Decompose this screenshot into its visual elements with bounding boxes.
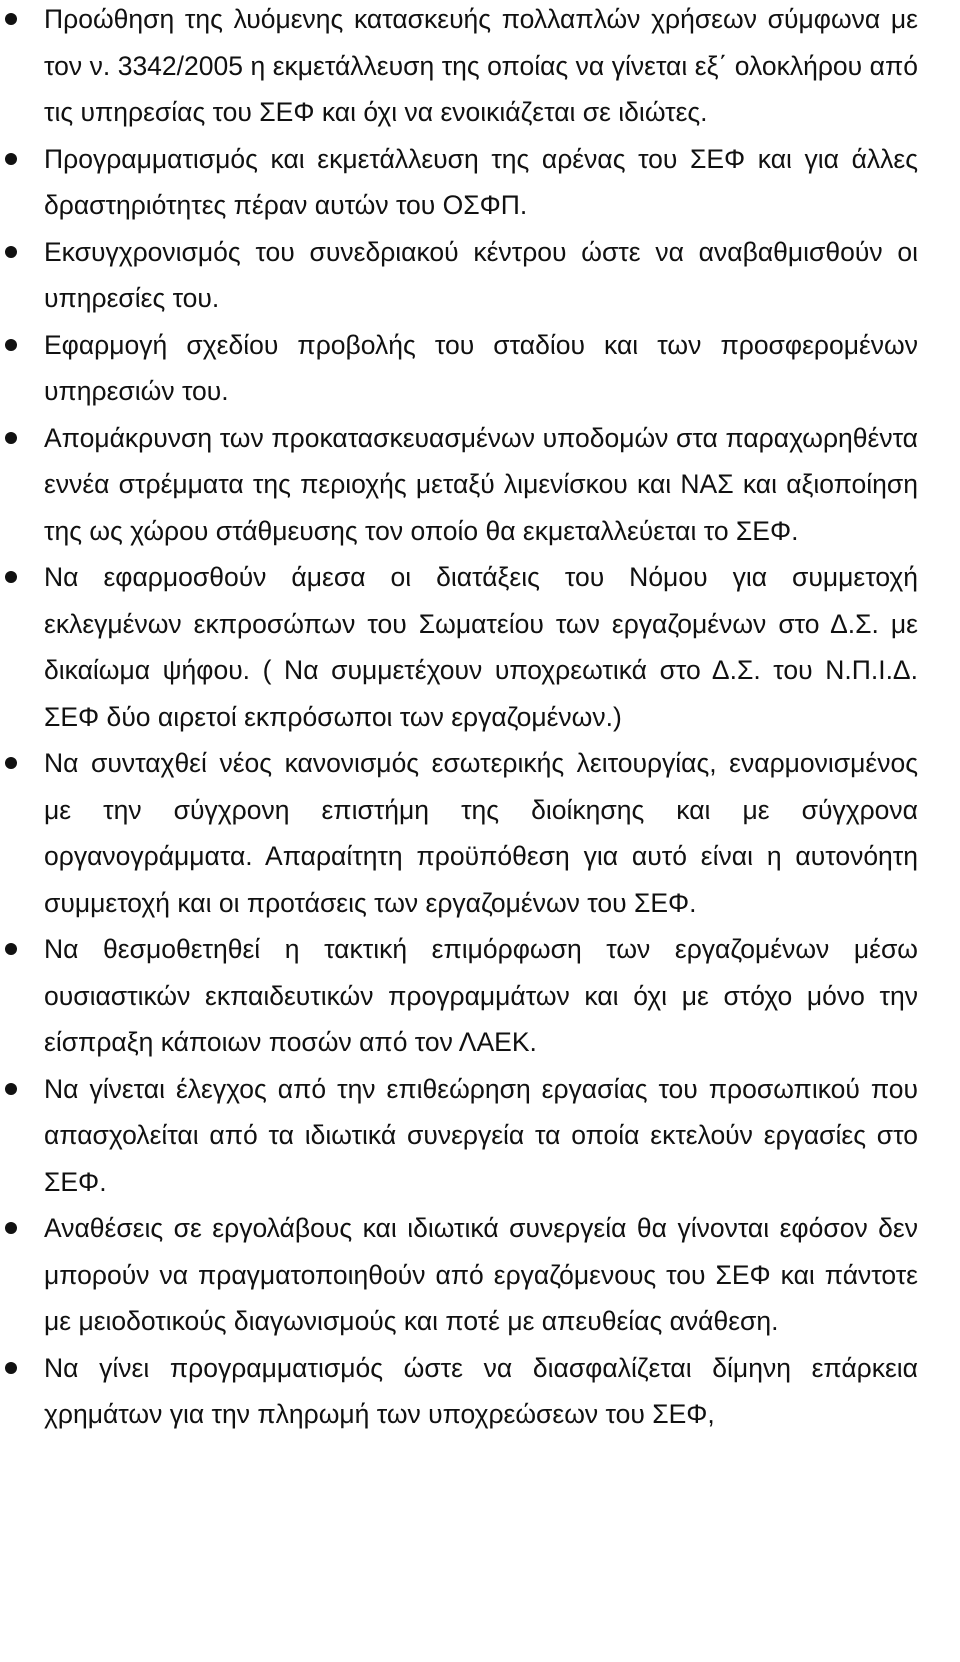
list-item-text: Εκσυγχρονισμός του συνεδριακού κέντρου ώστε να αναβαθμισθούν οι υπηρεσίες του. xyxy=(44,236,918,313)
list-item-text: Απομάκρυνση των προκατασκευασμένων υποδομών στα παραχωρηθέντα εννέα στρέμματα της περιοχής μεταξύ λιμενίσκου και ΝΑΣ και αξιοποίηση της ως χώρου στάθμευσης τον οποίο θα εκμεταλλεύεται το ΣΕΦ. xyxy=(44,422,918,546)
bullet-icon xyxy=(5,13,17,25)
list-item xyxy=(0,740,918,926)
list-item xyxy=(0,1066,918,1206)
list-item-text: Να γίνεται έλεγχος από την επιθεώρηση εργασίας του προσωπικού που απασχολείται από τα ιδιωτικά συνεργεία τα οποία εκτελούν εργασίες στο ΣΕΦ. xyxy=(44,1073,918,1197)
list-item xyxy=(0,136,918,229)
bullet-icon xyxy=(5,339,17,351)
list-item-text: Να γίνει προγραμματισμός ώστε να διασφαλίζεται δίμηνη επάρκεια χρημάτων για την πληρωμή των υποχρεώσεων του ΣΕΦ, xyxy=(44,1352,918,1429)
list-item xyxy=(0,1205,918,1345)
list-item xyxy=(0,554,918,740)
list-item-text: Προώθηση της λυόμενης κατασκευής πολλαπλών χρήσεων σύμφωνα με τον ν. 3342/2005 η εκμετάλλευση της οποίας να γίνεται εξ΄ ολοκλήρου από τις υπηρεσίας του ΣΕΦ και όχι να ενοικιάζεται σε ιδιώτες. xyxy=(44,4,918,127)
list-item xyxy=(0,0,918,136)
bullet-icon xyxy=(5,153,17,165)
bullet-icon xyxy=(5,1222,17,1234)
bullet-icon xyxy=(5,432,17,444)
list-item xyxy=(0,926,918,1066)
bullet-icon xyxy=(5,1362,17,1374)
list-item xyxy=(0,415,918,555)
bullet-icon xyxy=(5,571,17,583)
list-item-text: Εφαρμογή σχεδίου προβολής του σταδίου και των προσφερομένων υπηρεσιών του. xyxy=(44,329,918,406)
bullet-icon xyxy=(5,757,17,769)
list-item-text: Να θεσμοθετηθεί η τακτική επιμόρφωση των εργαζομένων μέσω ουσιαστικών εκπαιδευτικών προγραμμάτων και όχι με στόχο μόνο την είσπραξη κάποιων ποσών από τον ΛΑΕΚ. xyxy=(44,934,918,1057)
list-item xyxy=(0,229,918,322)
bullet-icon xyxy=(5,246,17,258)
list-item-text: Να εφαρμοσθούν άμεσα οι διατάξεις του Νόμου για συμμετοχή εκλεγμένων εκπροσώπων του Σωματείου των εργαζομένων στο Δ.Σ. με δικαίωμα ψήφου. ( Να συμμετέχουν υποχρεωτικά στο Δ.Σ. του Ν.Π.Ι.Δ. ΣΕΦ δύο αιρετοί εκπρόσωποι των εργαζομένων.) xyxy=(44,562,918,732)
list-item xyxy=(0,322,918,415)
list-item-text: Να συνταχθεί νέος κανονισμός εσωτερικής λειτουργίας, εναρμονισμένος με την σύγχρονη επιστήμη της διοίκησης και με σύγχρονα οργανογράμματα. Απαραίτητη προϋπόθεση για αυτό είναι η αυτονόητη συμμετοχή και οι προτάσεις των εργαζομένων του ΣΕΦ. xyxy=(44,748,918,918)
bullet-icon xyxy=(5,1083,17,1095)
list-item-text: Προγραμματισμός και εκμετάλλευση της αρένας του ΣΕΦ και για άλλες δραστηριότητες πέραν αυτών του ΟΣΦΠ. xyxy=(44,143,918,220)
bullet-icon xyxy=(5,943,17,955)
list-item-text: Αναθέσεις σε εργολάβους και ιδιωτικά συνεργεία θα γίνονται εφόσον δεν μπορούν να πραγματοποιηθούν από εργαζόμενους του ΣΕΦ και πάντοτε με μειοδοτικούς διαγωνισμούς και ποτέ με απευθείας ανάθεση. xyxy=(44,1213,918,1336)
list-item xyxy=(0,1345,918,1438)
